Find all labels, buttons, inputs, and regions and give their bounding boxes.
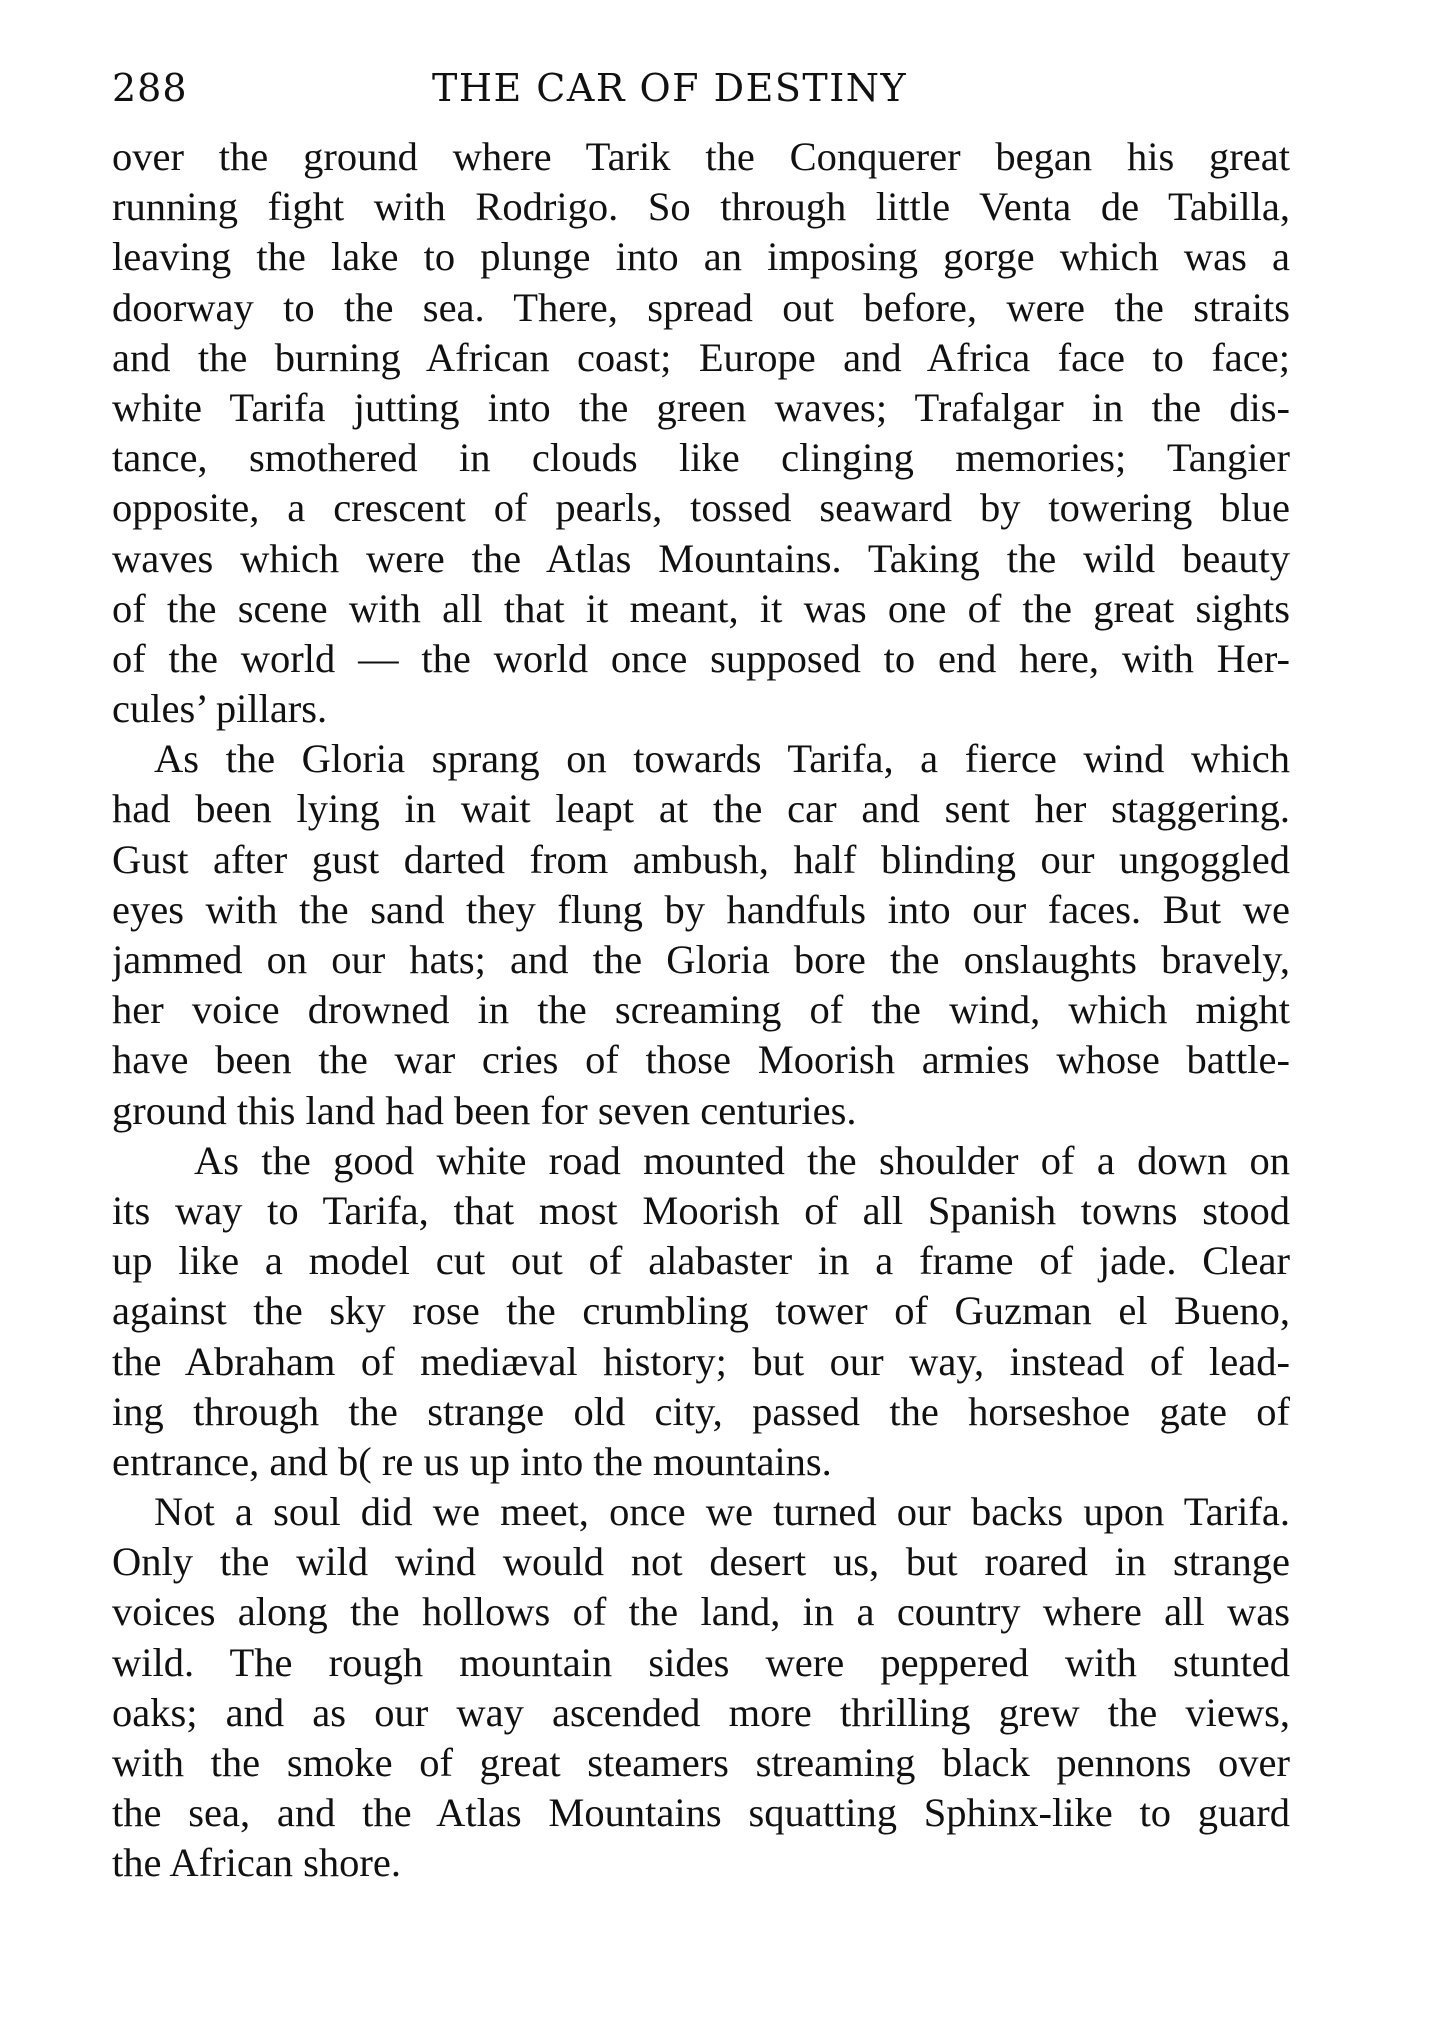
text-line: of the world — the world once supposed to end here, with Her- [112, 635, 1290, 681]
paragraph-2 [112, 734, 1290, 1136]
running-title: THE CAR OF DESTINY [432, 66, 908, 110]
text-line: and the burning African coast; Europe and Africa face to face; [112, 334, 1290, 380]
text-line: her voice drowned in the screaming of the wind, which might [112, 987, 1290, 1033]
text-line: eyes with the sand they flung by handfuls into our faces. But we [112, 886, 1290, 932]
paragraph-3 [112, 1136, 1290, 1487]
text-line: jammed on our hats; and the Gloria bore the onslaughts bravely, [112, 937, 1290, 982]
text-line: against the sky rose the crumbling tower of Guzman el Bueno, [112, 1288, 1290, 1334]
text-line: Only the wild wind would not desert us, but roared in strange [112, 1539, 1290, 1585]
paragraph-4 [112, 1487, 1290, 1889]
text-line: with the smoke of great steamers streaming black pennons over [112, 1740, 1290, 1785]
text-line: over the ground where Tarik the Conquerer began his great [112, 134, 1290, 179]
text-line: up like a model cut out of alabaster in a frame of jade. Clear [112, 1238, 1290, 1284]
text-line: cules’ pillars. [112, 686, 328, 732]
body-text [112, 132, 1290, 1889]
text-line: had been lying in wait leapt at the car and sent her staggering. [112, 786, 1290, 832]
text-line: of the scene with all that it meant, it was one of the great sights [112, 585, 1290, 631]
text-line: entrance, and b( re us up into the mountains. [112, 1438, 832, 1484]
text-line: doorway to the sea. There, spread out before, were the straits [112, 284, 1290, 330]
text-line: ground this land had been for seven centuries. [112, 1087, 857, 1133]
text-line: the Abraham of mediæval history; but our way, instead of lead- [112, 1338, 1290, 1384]
page-number: 288 [112, 66, 188, 110]
text-line: Gust after gust darted from ambush, half blinding our ungoggled [112, 836, 1290, 882]
text-line: As the Gloria sprang on towards Tarifa, a fierce wind which [154, 736, 1290, 782]
text-line: leaving the lake to plunge into an imposing gorge which was a [112, 234, 1290, 280]
text-line: As the good white road mounted the shoulder of a down on [194, 1137, 1290, 1183]
text-line: the African shore. [112, 1840, 402, 1886]
text-line: have been the war cries of those Moorish armies whose battle- [112, 1037, 1290, 1083]
text-line: waves which were the Atlas Mountains. Taking the wild beauty [112, 535, 1290, 581]
page-header [112, 62, 1290, 114]
text-line: its way to Tarifa, that most Moorish of all Spanish towns stood [112, 1187, 1290, 1233]
text-line: tance, smothered in clouds like clinging memories; Tangier [112, 435, 1290, 481]
text-line: white Tarifa jutting into the green waves; Trafalgar in the dis- [112, 384, 1290, 430]
text-line: wild. The rough mountain sides were peppered with stunted [112, 1639, 1290, 1685]
text-line: the sea, and the Atlas Mountains squatting Sphinx-like to guard [112, 1790, 1290, 1836]
text-line: voices along the hollows of the land, in a country where all was [112, 1589, 1290, 1635]
text-line: ing through the strange old city, passed the horseshoe gate of [112, 1388, 1290, 1434]
paragraph-1 [112, 132, 1290, 734]
text-line: opposite, a crescent of pearls, tossed seaward by towering blue [112, 485, 1290, 531]
text-line: Not a soul did we meet, once we turned our backs upon Tarifa. [154, 1489, 1290, 1535]
text-line: running fight with Rodrigo. So through little Venta de Tabilla, [112, 184, 1290, 230]
text-line: oaks; and as our way ascended more thrilling grew the views, [112, 1689, 1290, 1735]
